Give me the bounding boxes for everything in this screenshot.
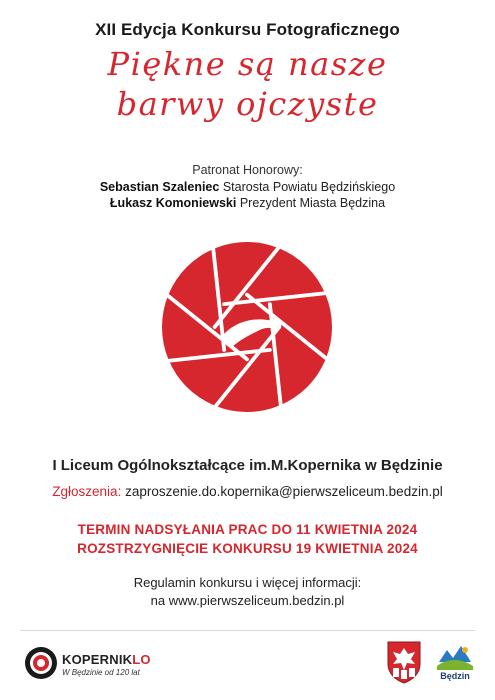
contest-title-line-2: barwy ojczyste	[116, 85, 379, 123]
footer-brand-dark: KOPERNIK	[62, 652, 133, 667]
results-date: ROZSTRZYGNIĘCIE KONKURSU 19 KWIETNIA 2024	[77, 541, 418, 556]
school-name: I Liceum Ogólnokształcące im.M.Kopernika w Będzinie	[52, 457, 443, 474]
footer-divider	[20, 630, 475, 631]
website-link[interactable]: na www.pierwszeliceum.bedzin.pl	[150, 593, 345, 608]
camera-aperture-eagle-icon	[162, 242, 332, 412]
patron-1-role: Starosta Powiatu Będzińskiego	[222, 180, 396, 194]
patronage-label: Patronat Honorowy:	[192, 163, 303, 177]
contest-title	[0, 44, 495, 124]
target-ring-icon	[24, 646, 58, 680]
patron-1-name: Sebastian Szaleniec	[99, 180, 220, 194]
patron-1	[0, 180, 495, 194]
city-logo-icon	[433, 640, 477, 686]
footer-tagline: W Będzinie od 120 lat	[62, 668, 140, 677]
city-logo-text: Będzin	[440, 671, 470, 681]
footer-brand-red: LO	[132, 652, 151, 667]
info-line-1: Regulamin konkursu i więcej informacji:	[133, 575, 362, 590]
submissions-email-link[interactable]: zaproszenie.do.kopernika@pierwszeliceum.bedzin.pl	[125, 484, 443, 499]
submissions-label: Zgłoszenia:	[52, 484, 122, 499]
submissions-line	[0, 484, 495, 499]
patron-2-role: Prezydent Miasta Będzina	[239, 196, 386, 210]
edition-heading: XII Edycja Konkursu Fotograficznego	[95, 20, 400, 39]
submission-deadline: TERMIN NADSYŁANIA PRAC DO 11 KWIETNIA 2024	[77, 522, 418, 537]
coat-of-arms-icon	[385, 640, 423, 684]
patron-2-name: Łukasz Komoniewski	[109, 196, 237, 210]
footer-brand	[62, 652, 151, 667]
contest-title-line-1: Piękne są nasze	[107, 45, 388, 83]
patron-2	[0, 196, 495, 210]
